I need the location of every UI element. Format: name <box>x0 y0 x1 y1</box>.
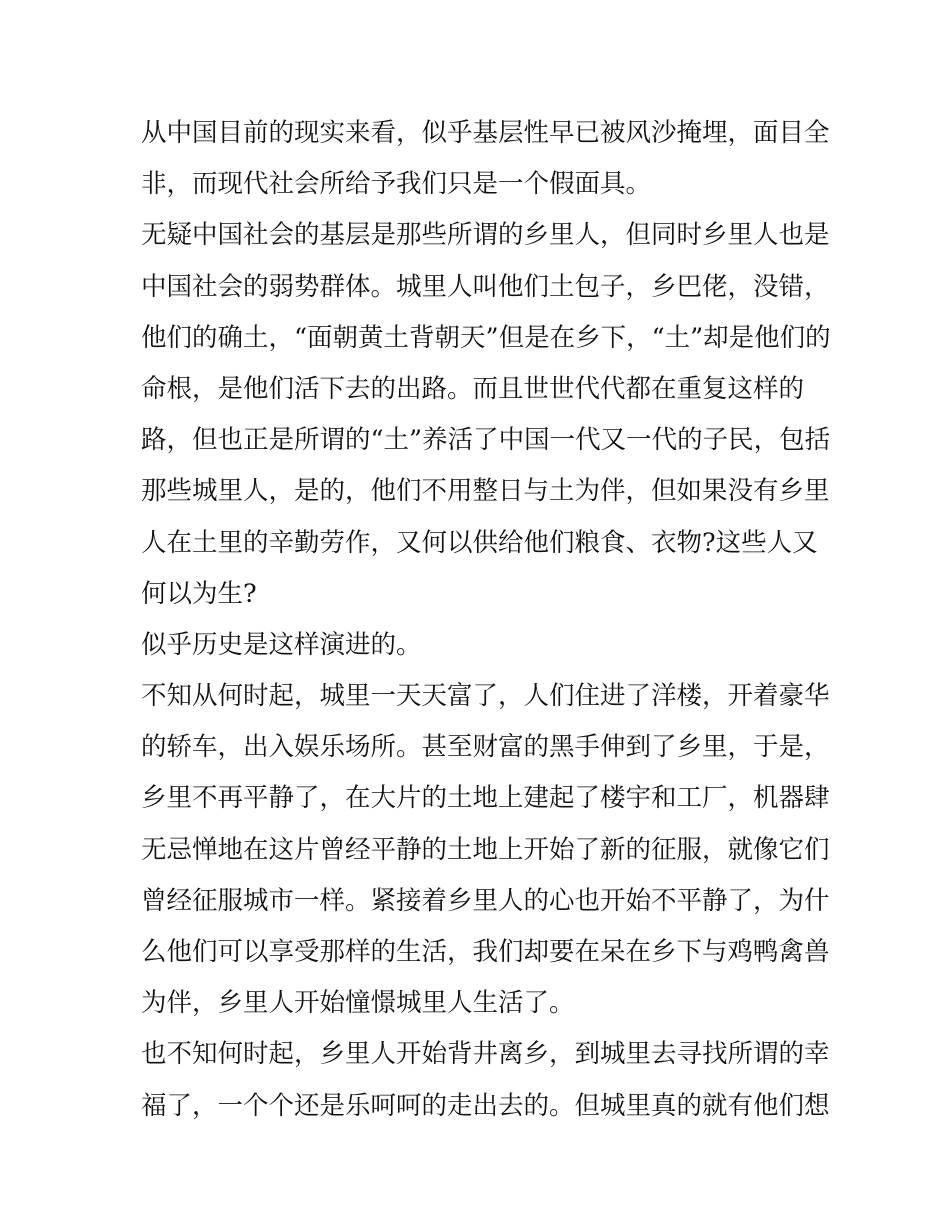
text-line: 么他们可以享受那样的生活，我们却要在呆在乡下与鸡鸭禽兽 <box>141 937 830 967</box>
text-line: 的轿车，出入娱乐场所。甚至财富的黑手伸到了乡里，于是， <box>141 732 830 763</box>
text-line: 不知从何时起，城里一天天富了，人们住进了洋楼，开着豪华 <box>141 681 830 712</box>
text-line: 那些城里人，是的，他们不用整日与土为伴，但如果没有乡里 <box>141 476 830 507</box>
text-line: 似乎历史是这样演进的。 <box>141 629 422 660</box>
text-line: 中国社会的弱势群体。城里人叫他们土包子，乡巴佬，没错， <box>141 271 830 302</box>
text-line: 乡里不再平静了，在大片的土地上建起了楼宇和工厂，机器肆 <box>141 783 830 814</box>
text-line: 无疑中国社会的基层是那些所谓的乡里人，但同时乡里人也是 <box>141 220 830 251</box>
document-body-text <box>141 108 831 1132</box>
text-line: 命根，是他们活下去的出路。而且世世代代都在重复这样的 <box>141 373 805 404</box>
text-line: 何以为生? <box>141 578 257 609</box>
text-line: 非，而现代社会所给予我们只是一个假面具。 <box>141 169 652 200</box>
text-line: 从中国目前的现实来看，似乎基层性早已被风沙掩埋，面目全 <box>141 118 830 148</box>
text-line: 为伴，乡里人开始憧憬城里人生活了。 <box>141 988 575 1019</box>
text-line: 也不知何时起，乡里人开始背井离乡，到城里去寻找所谓的幸 <box>141 1039 830 1070</box>
text-line: 无忌惮地在这片曾经平静的土地上开始了新的征服，就像它们 <box>141 834 830 865</box>
text-line: 他们的确土，“面朝黄土背朝天”但是在乡下，“土”却是他们的 <box>141 322 831 353</box>
text-line: 曾经征服城市一样。紧接着乡里人的心也开始不平静了，为什 <box>141 885 830 916</box>
text-line: 福了，一个个还是乐呵呵的走出去的。但城里真的就有他们想 <box>141 1090 830 1121</box>
text-line: 人在土里的辛勤劳作，又何以供给他们粮食、衣物?这些人又 <box>141 527 818 558</box>
text-line: 路，但也正是所谓的“土”养活了中国一代又一代的子民，包括 <box>141 425 831 456</box>
